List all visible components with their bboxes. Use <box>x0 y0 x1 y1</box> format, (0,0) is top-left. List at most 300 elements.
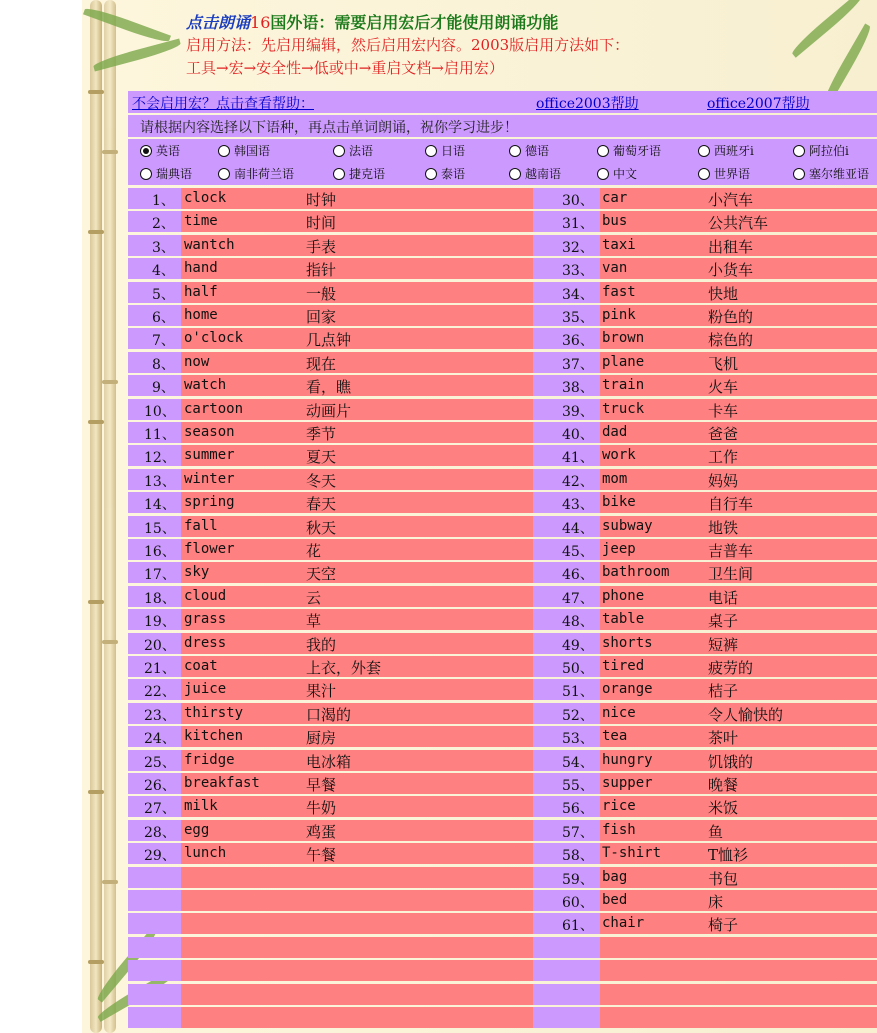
word-number: 6、 <box>152 310 175 326</box>
number-cell <box>128 984 181 1005</box>
word-number: 57、 <box>562 824 594 841</box>
english-word[interactable]: van <box>602 260 628 277</box>
english-word[interactable]: cartoon <box>184 400 244 417</box>
english-word[interactable]: juice <box>184 681 227 698</box>
word-number: 52、 <box>562 707 594 724</box>
language-option[interactable] <box>140 142 180 159</box>
word-number: 4、 <box>152 263 175 280</box>
english-word[interactable]: phone <box>602 587 645 604</box>
language-option-label: 葡萄牙语 <box>613 144 662 158</box>
word-number: 13、 <box>144 473 176 490</box>
header-title-number: 16 <box>250 13 271 32</box>
english-word[interactable]: egg <box>184 821 210 838</box>
english-word[interactable]: sky <box>184 564 210 581</box>
table-row <box>128 843 877 864</box>
page-header <box>186 12 876 80</box>
word-cell <box>181 867 533 888</box>
chinese-meaning: 妈妈 <box>708 471 739 490</box>
number-cell <box>128 937 181 958</box>
radio-button-icon[interactable] <box>793 145 805 157</box>
word-number: 47、 <box>562 590 594 607</box>
table-row <box>128 282 877 303</box>
word-cell <box>600 867 877 888</box>
table-row <box>128 773 877 794</box>
chinese-meaning: 茶叶 <box>708 729 739 748</box>
word-number: 45、 <box>562 544 594 560</box>
chinese-meaning: T恤衫 <box>708 846 749 865</box>
chinese-meaning: 令人愉快的 <box>708 705 784 724</box>
english-word[interactable]: bag <box>602 868 628 885</box>
english-word[interactable]: dress <box>184 634 227 651</box>
english-word[interactable]: summer <box>184 447 235 464</box>
chinese-meaning: 牛奶 <box>306 799 337 818</box>
english-word[interactable]: kitchen <box>184 728 244 745</box>
language-option[interactable] <box>793 142 849 159</box>
word-cell <box>181 375 533 396</box>
table-row <box>128 375 877 396</box>
chinese-meaning: 冬天 <box>306 471 337 490</box>
word-cell <box>181 516 533 537</box>
chinese-meaning: 桔子 <box>708 682 739 701</box>
language-option-label: 德语 <box>525 144 550 158</box>
chinese-meaning: 我的 <box>306 635 337 654</box>
chinese-meaning: 公共汽车 <box>708 214 769 233</box>
word-cell <box>181 352 533 373</box>
number-cell <box>128 960 181 981</box>
english-word[interactable]: season <box>184 424 235 440</box>
chinese-meaning: 晚餐 <box>708 776 739 794</box>
word-number: 12、 <box>144 450 176 467</box>
word-number: 31、 <box>562 216 594 233</box>
table-row <box>128 445 877 466</box>
chinese-meaning: 棕色的 <box>708 331 754 350</box>
table-row <box>128 188 877 209</box>
table-row <box>128 796 877 817</box>
header-instructions-line2: 工具→宏→安全性→低或中→重启文档→启用宏） <box>186 59 504 77</box>
number-cell <box>533 937 600 958</box>
macro-help-link[interactable]: 不会启用宏？点击查看帮助： <box>132 96 314 112</box>
table-row <box>128 211 877 232</box>
word-cell <box>181 188 533 209</box>
chinese-meaning: 秋天 <box>306 518 337 537</box>
language-option-label: 法语 <box>349 144 374 158</box>
chinese-meaning: 电话 <box>708 588 739 607</box>
table-row <box>128 258 877 279</box>
radio-button-icon[interactable] <box>597 145 609 157</box>
word-cell <box>600 984 877 1005</box>
word-number: 60、 <box>562 895 594 911</box>
office2003-help-link[interactable]: office2003帮助 <box>536 96 639 112</box>
table-row <box>128 820 877 841</box>
language-option-label: 韩国语 <box>234 144 271 158</box>
header-instructions-line1: 启用方法：先启用编辑，然后启用宏内容。2003版启用方法如下： <box>186 36 630 54</box>
word-cell <box>181 960 533 981</box>
language-option-label: 西班牙i <box>714 144 754 158</box>
word-number: 37、 <box>562 356 594 373</box>
language-option[interactable] <box>597 165 637 182</box>
chinese-meaning: 卫生间 <box>708 565 754 584</box>
chinese-meaning: 草 <box>306 612 322 631</box>
language-option-label: 泰语 <box>441 167 466 181</box>
english-word[interactable]: clock <box>184 190 227 206</box>
radio-button-icon[interactable] <box>333 168 345 180</box>
english-word[interactable]: mom <box>602 470 628 487</box>
chinese-meaning: 床 <box>708 893 724 911</box>
word-number: 54、 <box>562 754 594 771</box>
chinese-meaning: 地铁 <box>708 518 739 537</box>
word-number: 30、 <box>562 193 594 209</box>
chinese-meaning: 桌子 <box>708 612 739 631</box>
word-cell <box>181 890 533 911</box>
chinese-meaning: 天空 <box>306 565 337 584</box>
english-word[interactable]: jeep <box>602 541 636 557</box>
table-row <box>128 960 877 981</box>
word-number: 16、 <box>144 544 176 560</box>
word-cell <box>181 633 533 654</box>
chinese-meaning: 果汁 <box>306 682 337 701</box>
header-title <box>186 12 876 34</box>
english-word[interactable]: winter <box>184 470 235 487</box>
word-number: 28、 <box>144 824 176 841</box>
chinese-meaning: 时钟 <box>306 191 337 209</box>
language-option[interactable] <box>698 165 750 182</box>
chinese-meaning: 季节 <box>306 425 337 443</box>
english-word[interactable]: pink <box>602 307 636 323</box>
table-row <box>128 726 877 747</box>
english-word[interactable]: hungry <box>602 751 653 768</box>
chinese-meaning: 春天 <box>306 495 337 514</box>
word-cell <box>181 282 533 303</box>
word-number: 51、 <box>562 684 594 701</box>
language-option[interactable] <box>597 142 661 159</box>
english-word[interactable]: wantch <box>184 236 235 253</box>
table-row <box>128 679 877 700</box>
table-row <box>128 867 877 888</box>
chinese-meaning: 小货车 <box>708 261 754 280</box>
help-bar <box>128 91 877 113</box>
table-row <box>128 516 877 537</box>
table-row <box>128 609 877 630</box>
number-cell <box>533 960 600 981</box>
chinese-meaning: 夏天 <box>306 448 337 467</box>
word-number: 21、 <box>144 661 176 677</box>
english-word[interactable]: dad <box>602 424 628 440</box>
word-number: 14、 <box>144 497 176 514</box>
chinese-meaning: 上衣，外套 <box>306 659 382 677</box>
word-number: 18、 <box>144 590 176 607</box>
word-number: 40、 <box>562 427 594 443</box>
table-row <box>128 469 877 490</box>
word-cell <box>600 960 877 981</box>
chinese-meaning: 火车 <box>708 378 739 397</box>
language-option-label: 中文 <box>613 167 638 181</box>
word-number: 59、 <box>562 871 594 888</box>
english-word[interactable]: spring <box>184 494 235 511</box>
radio-button-icon[interactable] <box>425 168 437 180</box>
english-word[interactable]: time <box>184 213 218 230</box>
chinese-meaning: 疲劳的 <box>708 659 754 677</box>
english-word[interactable]: table <box>602 611 645 628</box>
chinese-meaning: 回家 <box>306 308 337 326</box>
english-word[interactable]: car <box>602 190 628 206</box>
header-title-prefix: 点击朗诵 <box>186 13 251 32</box>
chinese-meaning: 手表 <box>306 237 337 256</box>
word-cell <box>600 726 877 747</box>
table-row <box>128 328 877 349</box>
english-word[interactable]: o'clock <box>184 330 244 347</box>
english-word[interactable]: tired <box>602 658 645 674</box>
radio-button-icon[interactable] <box>140 145 152 157</box>
word-number: 1、 <box>152 193 175 209</box>
word-cell <box>600 890 877 911</box>
chinese-meaning: 出租车 <box>708 237 754 256</box>
language-option[interactable] <box>218 142 270 159</box>
word-cell <box>181 258 533 279</box>
chinese-meaning: 饥饿的 <box>708 752 754 771</box>
chinese-meaning: 工作 <box>708 448 739 467</box>
word-number: 15、 <box>144 520 176 537</box>
word-number: 8、 <box>152 356 175 373</box>
word-cell <box>600 422 877 443</box>
word-cell <box>181 679 533 700</box>
word-number: 22、 <box>144 684 176 701</box>
english-word[interactable]: T-shirt <box>602 845 662 862</box>
word-number: 58、 <box>562 848 594 865</box>
word-number: 36、 <box>562 333 594 350</box>
word-number: 9、 <box>152 380 175 397</box>
chinese-meaning: 电冰箱 <box>306 752 352 771</box>
english-word[interactable]: cloud <box>184 587 227 604</box>
english-word[interactable]: truck <box>602 400 645 417</box>
word-cell <box>181 609 533 630</box>
chinese-meaning: 椅子 <box>708 916 739 935</box>
word-cell <box>181 586 533 607</box>
language-option[interactable] <box>793 165 869 182</box>
chinese-meaning: 卡车 <box>708 401 739 420</box>
word-cell <box>181 1007 533 1028</box>
english-word[interactable]: nice <box>602 704 636 721</box>
guide-text: 请根据内容选择以下语种，再点击单词朗诵，祝你学习进步！ <box>140 120 518 136</box>
word-number: 3、 <box>152 239 175 256</box>
word-number: 24、 <box>144 731 176 748</box>
table-row <box>128 492 877 513</box>
word-number: 2、 <box>152 216 175 233</box>
language-option-label: 英语 <box>156 144 181 158</box>
english-word[interactable]: bathroom <box>602 564 670 581</box>
language-option[interactable] <box>425 165 465 182</box>
chinese-meaning: 吉普车 <box>708 542 754 560</box>
chinese-meaning: 鱼 <box>708 822 724 841</box>
radio-button-icon[interactable] <box>218 168 230 180</box>
english-word[interactable]: flower <box>184 541 235 557</box>
chinese-meaning: 口渴的 <box>306 705 352 724</box>
table-row <box>128 937 877 958</box>
number-cell <box>128 1007 181 1028</box>
word-number: 56、 <box>562 801 594 818</box>
radio-button-icon[interactable] <box>509 145 521 157</box>
chinese-meaning: 花 <box>306 542 322 560</box>
number-cell <box>533 1007 600 1028</box>
chinese-meaning: 米饭 <box>708 799 739 818</box>
table-row <box>128 656 877 677</box>
word-number: 25、 <box>144 754 176 771</box>
word-number: 50、 <box>562 661 594 677</box>
radio-button-icon[interactable] <box>597 168 609 180</box>
chinese-meaning: 现在 <box>306 354 337 373</box>
language-option[interactable] <box>333 165 385 182</box>
english-word[interactable]: bike <box>602 494 636 511</box>
table-row <box>128 633 877 654</box>
radio-button-icon[interactable] <box>333 145 345 157</box>
table-row <box>128 235 877 256</box>
word-number: 23、 <box>144 707 176 724</box>
language-option-label: 瑞典语 <box>156 167 193 181</box>
radio-button-icon[interactable] <box>793 168 805 180</box>
english-word[interactable]: grass <box>184 611 227 628</box>
english-word[interactable]: coat <box>184 658 218 674</box>
table-row <box>128 703 877 724</box>
table-row <box>128 305 877 326</box>
english-word[interactable]: thirsty <box>184 704 244 721</box>
english-word[interactable]: fridge <box>184 751 235 768</box>
word-cell <box>181 843 533 864</box>
word-cell <box>600 937 877 958</box>
radio-button-icon[interactable] <box>509 168 521 180</box>
office2007-help-link[interactable]: office2007帮助 <box>707 96 810 112</box>
english-word[interactable]: tea <box>602 728 628 745</box>
radio-button-icon[interactable] <box>218 145 230 157</box>
word-number: 34、 <box>562 286 594 303</box>
word-number: 42、 <box>562 473 594 490</box>
english-word[interactable]: bed <box>602 892 628 908</box>
english-word[interactable]: home <box>184 307 218 323</box>
english-word[interactable]: half <box>184 283 218 300</box>
number-cell <box>128 867 181 888</box>
number-cell <box>533 984 600 1005</box>
chinese-meaning: 动画片 <box>306 401 352 420</box>
table-row <box>128 539 877 560</box>
english-word[interactable]: milk <box>184 798 218 815</box>
english-word[interactable]: work <box>602 447 636 464</box>
word-number: 49、 <box>562 637 594 654</box>
word-number: 32、 <box>562 239 594 256</box>
english-word[interactable]: fast <box>602 283 636 300</box>
english-word[interactable]: fall <box>184 517 218 534</box>
radio-button-icon[interactable] <box>425 145 437 157</box>
number-cell <box>128 890 181 911</box>
word-number: 43、 <box>562 497 594 514</box>
language-option[interactable] <box>333 142 373 159</box>
word-number: 41、 <box>562 450 594 467</box>
english-word[interactable]: orange <box>602 681 653 698</box>
english-word[interactable]: taxi <box>602 236 636 253</box>
word-number: 11、 <box>144 427 176 443</box>
chinese-meaning: 快地 <box>708 284 739 303</box>
english-word[interactable]: rice <box>602 798 636 815</box>
english-word[interactable]: brown <box>602 330 645 347</box>
chinese-meaning: 一般 <box>306 284 337 303</box>
word-cell <box>181 562 533 583</box>
english-word[interactable]: hand <box>184 260 218 277</box>
english-word[interactable]: lunch <box>184 845 227 862</box>
word-number: 46、 <box>562 567 594 584</box>
table-row <box>128 1007 877 1028</box>
radio-button-icon[interactable] <box>698 168 710 180</box>
word-cell <box>600 282 877 303</box>
table-row <box>128 890 877 911</box>
chinese-meaning: 粉色的 <box>708 308 754 326</box>
chinese-meaning: 爸爸 <box>708 425 739 443</box>
language-option[interactable] <box>218 165 294 182</box>
language-option[interactable] <box>698 142 754 159</box>
word-number: 19、 <box>144 614 176 631</box>
language-option[interactable] <box>425 142 465 159</box>
english-word[interactable]: chair <box>602 915 645 932</box>
english-word[interactable]: now <box>184 353 210 370</box>
table-row <box>128 984 877 1005</box>
table-row <box>128 352 877 373</box>
word-number: 29、 <box>144 848 176 865</box>
language-option-label: 塞尔维亚语 <box>809 167 870 181</box>
guide-bar <box>128 115 877 137</box>
language-option[interactable] <box>140 165 192 182</box>
chinese-meaning: 指针 <box>306 261 337 280</box>
radio-button-icon[interactable] <box>698 145 710 157</box>
word-number: 35、 <box>562 310 594 326</box>
english-word[interactable]: fish <box>602 821 636 838</box>
chinese-meaning: 自行车 <box>708 495 754 514</box>
word-cell <box>181 820 533 841</box>
word-cell <box>181 913 533 934</box>
language-option[interactable] <box>509 165 561 182</box>
english-word[interactable]: watch <box>184 377 227 394</box>
word-number: 48、 <box>562 614 594 631</box>
word-cell <box>181 305 533 326</box>
word-number: 20、 <box>144 637 176 654</box>
language-option-label: 日语 <box>441 144 466 158</box>
word-number: 27、 <box>144 801 176 818</box>
chinese-meaning: 厨房 <box>306 729 337 748</box>
chinese-meaning: 小汽车 <box>708 191 754 209</box>
word-cell <box>181 984 533 1005</box>
word-number: 44、 <box>562 520 594 537</box>
chinese-meaning: 书包 <box>708 869 739 888</box>
table-row <box>128 750 877 771</box>
english-word[interactable]: breakfast <box>184 775 260 791</box>
chinese-meaning: 看，瞧 <box>306 378 352 397</box>
english-word[interactable]: plane <box>602 353 645 370</box>
english-word[interactable]: bus <box>602 213 628 230</box>
chinese-meaning: 云 <box>306 588 322 607</box>
language-option-label: 捷克语 <box>349 167 386 181</box>
english-word[interactable]: shorts <box>602 634 653 651</box>
english-word[interactable]: supper <box>602 775 653 791</box>
language-option[interactable] <box>509 142 549 159</box>
english-word[interactable]: subway <box>602 517 653 534</box>
english-word[interactable]: train <box>602 377 645 394</box>
radio-button-icon[interactable] <box>140 168 152 180</box>
header-title-suffix: 国外语：需要启用宏后才能使用朗诵功能 <box>270 13 559 32</box>
number-cell <box>128 913 181 934</box>
chinese-meaning: 短裤 <box>708 635 739 654</box>
word-number: 5、 <box>152 286 175 303</box>
word-number: 38、 <box>562 380 594 397</box>
word-number: 26、 <box>144 778 176 794</box>
word-cell <box>181 211 533 232</box>
word-cell <box>600 796 877 817</box>
word-number: 55、 <box>562 778 594 794</box>
word-number: 53、 <box>562 731 594 748</box>
